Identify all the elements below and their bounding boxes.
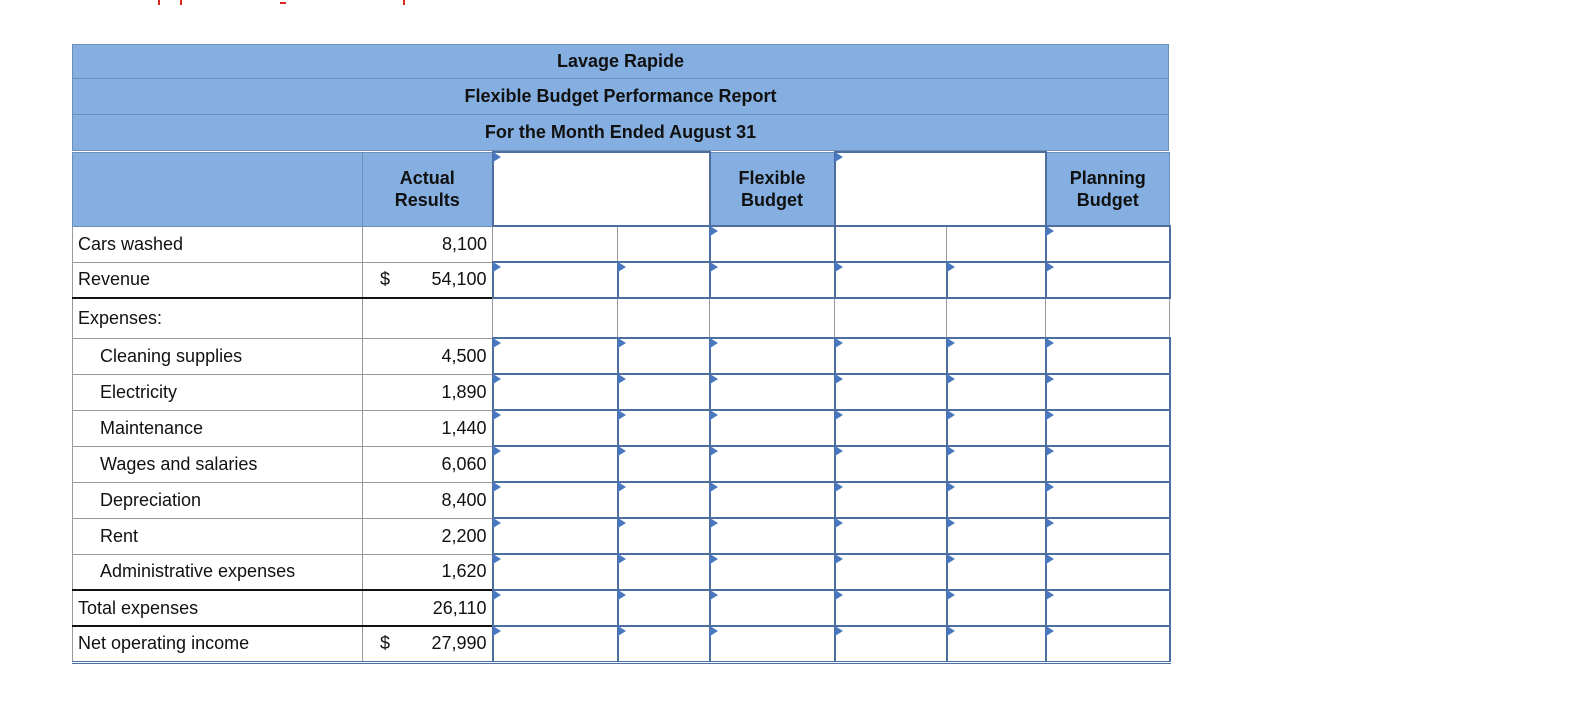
- variance-amount-input[interactable]: [835, 554, 947, 590]
- flexible-budget-input[interactable]: [710, 262, 835, 298]
- row-label: Maintenance: [73, 410, 363, 446]
- row-label: Wages and salaries: [73, 446, 363, 482]
- planning-budget-header: Planning Budget: [1046, 152, 1170, 226]
- row-label: Net operating income: [73, 626, 363, 662]
- flexible-budget-input[interactable]: [710, 626, 835, 662]
- variance-type-input[interactable]: [947, 482, 1046, 518]
- variance-type-input[interactable]: [618, 410, 710, 446]
- variance-type-input[interactable]: [947, 554, 1046, 590]
- empty-cell: [618, 298, 710, 338]
- flexible-budget-input[interactable]: [710, 482, 835, 518]
- flexible-budget-header: Flexible Budget: [710, 152, 835, 226]
- row-label: Revenue: [73, 262, 363, 298]
- flexible-budget-report: [72, 44, 1169, 664]
- variance-label-input-2[interactable]: [835, 152, 1046, 226]
- variance-type-input[interactable]: [618, 338, 710, 374]
- variance-type-input[interactable]: [947, 518, 1046, 554]
- variance-type-input[interactable]: [947, 446, 1046, 482]
- empty-cell: [835, 298, 947, 338]
- flexible-budget-input[interactable]: [710, 226, 835, 262]
- variance-amount-input[interactable]: [493, 338, 618, 374]
- variance-amount-input[interactable]: [835, 626, 947, 662]
- variance-amount-input[interactable]: [835, 446, 947, 482]
- empty-cell: [947, 226, 1046, 262]
- variance-label-input-1[interactable]: [493, 152, 710, 226]
- empty-cell: [493, 226, 618, 262]
- row-label: Cars washed: [73, 226, 363, 262]
- variance-amount-input[interactable]: [493, 626, 618, 662]
- row-maintenance: [73, 410, 1170, 446]
- variance-type-input[interactable]: [947, 374, 1046, 410]
- variance-amount-input[interactable]: [835, 482, 947, 518]
- planning-budget-input[interactable]: [1046, 410, 1170, 446]
- actual-value: 6,060: [363, 446, 493, 482]
- variance-type-input[interactable]: [618, 262, 710, 298]
- variance-type-input[interactable]: [618, 590, 710, 626]
- variance-type-input[interactable]: [618, 374, 710, 410]
- row-net-operating-income: [73, 626, 1170, 662]
- planning-budget-input[interactable]: [1046, 590, 1170, 626]
- report-period: For the Month Ended August 31: [72, 115, 1169, 151]
- actual-value: $ 54,100: [363, 262, 493, 298]
- row-label: Electricity: [73, 374, 363, 410]
- actual-value: 8,400: [363, 482, 493, 518]
- variance-type-input[interactable]: [947, 626, 1046, 662]
- flexible-budget-input[interactable]: [710, 554, 835, 590]
- row-rent: [73, 518, 1170, 554]
- row-total-expenses: [73, 590, 1170, 626]
- variance-amount-input[interactable]: [493, 518, 618, 554]
- variance-amount-input[interactable]: [493, 554, 618, 590]
- row-label: Total expenses: [73, 590, 363, 626]
- flexible-budget-input[interactable]: [710, 410, 835, 446]
- report-title: Flexible Budget Performance Report: [72, 79, 1169, 115]
- flexible-budget-input[interactable]: [710, 374, 835, 410]
- empty-cell: [710, 298, 835, 338]
- company-name: Lavage Rapide: [72, 44, 1169, 79]
- variance-type-input[interactable]: [618, 446, 710, 482]
- variance-amount-input[interactable]: [493, 374, 618, 410]
- actual-value: 1,890: [363, 374, 493, 410]
- planning-budget-input[interactable]: [1046, 446, 1170, 482]
- actual-value: 1,440: [363, 410, 493, 446]
- empty-cell: [363, 298, 493, 338]
- flexible-budget-input[interactable]: [710, 338, 835, 374]
- actual-value: 26,110: [363, 590, 493, 626]
- planning-budget-input[interactable]: [1046, 482, 1170, 518]
- report-table: [72, 151, 1171, 664]
- row-administrative-expenses: [73, 554, 1170, 590]
- flexible-budget-input[interactable]: [710, 446, 835, 482]
- variance-type-input[interactable]: [947, 590, 1046, 626]
- variance-type-input[interactable]: [618, 554, 710, 590]
- variance-amount-input[interactable]: [493, 482, 618, 518]
- column-header-row: [73, 152, 1170, 226]
- variance-type-input[interactable]: [947, 262, 1046, 298]
- actual-value: 4,500: [363, 338, 493, 374]
- variance-amount-input[interactable]: [835, 518, 947, 554]
- row-label: Depreciation: [73, 482, 363, 518]
- row-wages-and-salaries: [73, 446, 1170, 482]
- variance-amount-input[interactable]: [493, 590, 618, 626]
- variance-type-input[interactable]: [947, 410, 1046, 446]
- empty-cell: [618, 226, 710, 262]
- variance-type-input[interactable]: [618, 482, 710, 518]
- actual-value: $ 27,990: [363, 626, 493, 662]
- variance-amount-input[interactable]: [493, 446, 618, 482]
- planning-budget-input[interactable]: [1046, 518, 1170, 554]
- empty-cell: [835, 226, 947, 262]
- planning-budget-input[interactable]: [1046, 554, 1170, 590]
- planning-budget-input[interactable]: [1046, 374, 1170, 410]
- variance-type-input[interactable]: [618, 518, 710, 554]
- empty-cell: [1046, 298, 1170, 338]
- variance-amount-input[interactable]: [493, 410, 618, 446]
- planning-budget-input[interactable]: [1046, 226, 1170, 262]
- variance-amount-input[interactable]: [493, 262, 618, 298]
- actual-value: 2,200: [363, 518, 493, 554]
- flexible-budget-input[interactable]: [710, 590, 835, 626]
- row-label: Expenses:: [73, 298, 363, 338]
- header-label-cell: [73, 152, 363, 226]
- planning-budget-input[interactable]: [1046, 262, 1170, 298]
- row-label: Cleaning supplies: [73, 338, 363, 374]
- empty-cell: [493, 298, 618, 338]
- row-label: Administrative expenses: [73, 554, 363, 590]
- row-revenue: [73, 262, 1170, 298]
- variance-type-input[interactable]: [947, 338, 1046, 374]
- row-expenses-header: [73, 298, 1170, 338]
- row-cleaning-supplies: [73, 338, 1170, 374]
- row-electricity: [73, 374, 1170, 410]
- variance-amount-input[interactable]: [835, 590, 947, 626]
- variance-amount-input[interactable]: [835, 410, 947, 446]
- planning-budget-input[interactable]: [1046, 338, 1170, 374]
- row-depreciation: [73, 482, 1170, 518]
- flexible-budget-input[interactable]: [710, 518, 835, 554]
- planning-budget-input[interactable]: [1046, 626, 1170, 662]
- row-cars-washed: [73, 226, 1170, 262]
- variance-amount-input[interactable]: [835, 262, 947, 298]
- actual-value: 8,100: [363, 226, 493, 262]
- empty-cell: [947, 298, 1046, 338]
- variance-amount-input[interactable]: [835, 338, 947, 374]
- variance-amount-input[interactable]: [835, 374, 947, 410]
- row-label: Rent: [73, 518, 363, 554]
- actual-results-header: Actual Results: [363, 152, 493, 226]
- variance-type-input[interactable]: [618, 626, 710, 662]
- actual-value: 1,620: [363, 554, 493, 590]
